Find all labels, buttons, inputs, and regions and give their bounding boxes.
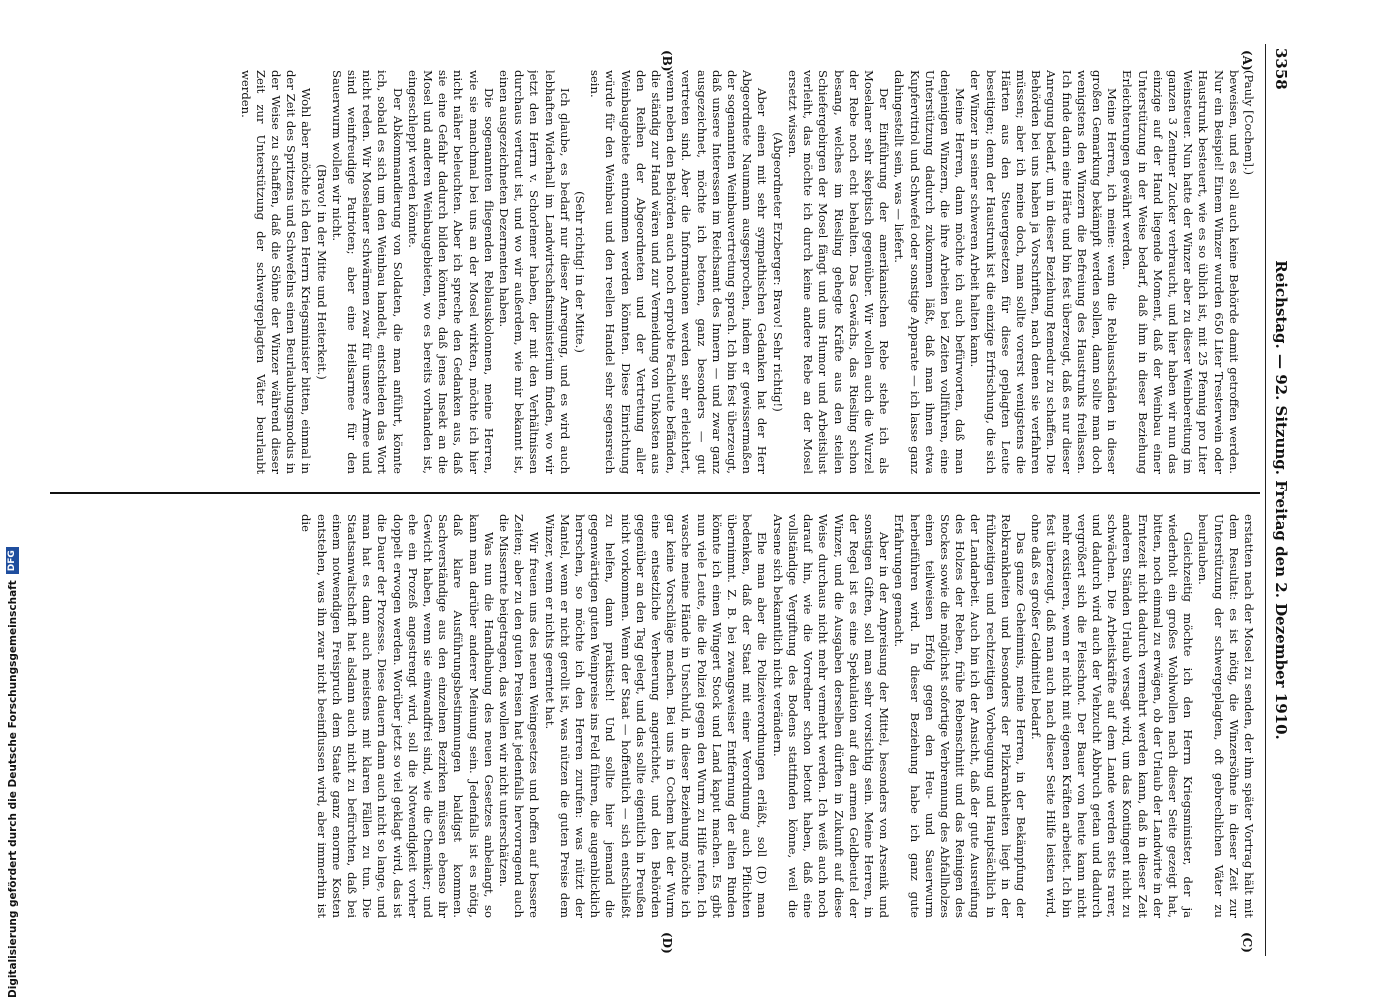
dfg-logo-icon: DFG [6, 547, 19, 574]
credit-text: Digitalisierung gefördert durch die Deutsche Forschungsgemeinschaft [6, 580, 19, 998]
page-header [1268, 44, 1290, 956]
paragraph: Wohl aber möchte ich den Herrn Kriegsminister bitten, einmal in der Zeit des Spritzens und Schwefelns einen Beurlaubungsmodus in der Weise zu schaffen, daß die Söhne der Winzer während dieser Zeit zur Unterstützung der schwergeplagten Väter beurlaubt werden. [238, 70, 314, 474]
paragraph: Gleichzeitig möchte ich den Herrn Kriegsminister, der ja wiederholt ein großes Wohlwollen nach dieser Seite gezeigt hat, bitten, noch einmal zu erwägen, ob der Urlaub der Landwirte in der Erntezeit nicht dadurch vermehrt werden kann, daß in dieser Zeit anderen Ständen Urlaub versagt wird, um das Kontingent nicht zu schwächen. Die Arbeitskräfte auf dem Lande werden stets rarer, und dadurch wird auch der Viehzucht Abbruch getan und dadurch vergrößert sich die Fleischnot. Der Bauer von heute kann nicht mehr existieren, wenn er nicht mit eigenen Kräften arbeitet. Ich bin fest überzeugt, daß man auch nach dieser Seite Hilfe leisten wird, ohne daß es großer Geldmittel bedarf. [1029, 514, 1196, 918]
paragraph: Ich glaube, es bedarf nur dieser Anregung, und es wird auch lebhaften Widerhall im Landwirtschaftsministerium finden, wo wir jetzt den Herrn v. Schorlemer haben, der mit den Verhältnissen durchaus vertraut ist, und wo wir außerdem, wie mir bekannt ist, einen ausgezeichneten Dezernenten haben. [497, 70, 572, 474]
paragraph: Die sogenannten fliegenden Reblauskolonnen, meine Herren, wie sie manchmal bei uns an der Mosel wirkten, möchte ich hier nicht näher beleuchten. Aber ich spreche den Gedanken aus, daß sie eine Gefahr dadurch bilden könnten, daß jenes Insekt an die Mosel und anderen Weinbaugebieten, wo es bereits vorhanden ist, eingeschleppt werden könnte. [405, 70, 496, 474]
rotated-page-content [44, 44, 1294, 956]
interjection: (Sehr richtig! in der Mitte.) [573, 191, 588, 353]
paragraph: Der Einführung der amerikanischen Rebe stehe ich als Moselaner sehr skeptisch gegenüber. Wir wollen auch die Wurzel der Rebe noch echt behalten. Das Gewächs, das Riesling schon besang, welches im Riesling gehegte Kräfte aus den steilen Schiefergebirgen der Mosel fängt und uns Humor und Arbeitslust verleiht, das möchte ich durch keine andere Rebe an der Mosel ersetzt wissen. [785, 70, 892, 474]
paragraph: Meine Herren, dann möchte ich auch befürworten, daß man denjenigen Winzern, die ihre Arbeiten bei Zeiten vollführen, eine Unterstützung dadurch zukommen läßt, daß man ihnen etwa Kupfervitriol und Schwefel oder sonstige Apparate — ich lasse ganz dahingestellt sein, was — liefert. [892, 70, 968, 474]
margin-marker-c: (C) [1240, 932, 1254, 953]
margin-marker-d: (D) [660, 932, 674, 954]
interjection: (Abgeordneter Erzberger: Bravo! Sehr richtig!) [770, 132, 785, 412]
paragraph: Der Abkommandierung von Soldaten, die man anführt, könnte ich, sobald es sich um den Weinbau handelt, entschieden das Wort nicht reden. Wir Moselaner schwärmen zwar für unsere Armee und sind weinfreudige Patrioten; aber eine Heilsarmee für den Sauerwurm wollen wir nicht. [329, 70, 405, 474]
paragraph: Meine Herren, ich meine: wenn die Reblausschäden in dieser großen Gemarkung bekämpft werden sollen, dann sollte man doch wenigstens den Winzern die Befreiung des Haustrunks freilassen. Ich finde darin eine Härte und bin fest überzeugt, daß es nur dieser Anregung bedarf, um in dieser Beziehung Remedur zu schaffen. Die Behörden bei uns haben ja Vorschriften, nach denen sie verfahren müssen; aber ich meine doch, man sollte vorerst wenigstens die Härten aus den Steuergesetzen für diese geplagten Leute beseitigen; denn der Haustrunk ist die einzige Erfrischung, die sich der Winzer in seiner schweren Arbeit halten kann. [968, 70, 1120, 474]
paragraph: Was nun die Handhabung des neuen Gesetzes anbelangt, so kann man darüber anderer Meinung sein. Jedenfalls ist es nötig, daß klare Ausführungsbestimmungen baldigst kommen. Sachverständige aus den einzelnen Bezirken müssen ebenso ihr Gewicht haben, wenn sie einwandfrei sind, wie die Chemiker; und ehe ein Prozeß angestrengt wird, soll die Notwendigkeit vorher doppelt erwogen werden. Worüber jetzt so viel geklagt wird, das ist die Dauer der Prozesse. Diese dauern dann auch nicht so lange, und man hat es dann auch meistens mit klaren Fällen zu tun. Die Staatsanwaltschaft hat alsdann auch nicht zu befürchten, daß bei einem notwendigen Freispruch dem Staate ganz enorme Kosten entstehen, was ihn zwar nicht beeinflussen wird, aber immerhin ist die [299, 514, 496, 918]
interjection: (Bravo! in der Mitte und Heiterkeit.) [314, 164, 329, 380]
digitization-credit [6, 547, 19, 998]
left-column [51, 70, 1256, 474]
page-title: Reichstag. — 92. Sitzung. Freitag den 2. Dezember 1910. [1272, 260, 1290, 740]
paragraph: beweisen, und es soll auch keine Behörde damit getroffen werden. Nur ein Beispiel! Einem Winzer wurden 650 Liter Tresterwein oder Haustrunk besteuert, wie es so üblich ist, mit 25 Pfennig pro Liter Weinsteuer. Nun hatte der Winzer aber zu dieser Weinbereitung im ganzen 3 Zentner Zucker verbraucht, und hier haben wir nun das einzige auf der Hand liegende Moment, daß der Weinbau einer Unterstützung in der Weise bedarf, daß ihm in dieser Beziehung Erleichterungen gewährt werden. [1120, 70, 1241, 474]
margin-marker-b: (B) [660, 50, 674, 72]
speaker-heading: (Pauly [Cochem].) [1242, 70, 1256, 176]
paragraph: Aber in der Anpreisung der Mittel, besonders von Arsenik und sonstigen Giften, soll man sehr vorsichtig sein. Meine Herren, in der Regel ist es eine Spekulation auf den armen Geldbeutel der Winzer, und die Ausgaben derselben dürften in Zukunft auf diese Weise durchaus nicht mehr vermehrt werden. Ich weiß auch noch darauf hin, wie die Vorredner schon betont haben, daß eine vollständige Vergiftung des Bodens stattfinden könne, weil die Arsene sich bekanntlich nicht verändern. [770, 514, 892, 918]
right-column [51, 514, 1256, 918]
header-rule [1265, 44, 1266, 956]
paragraph: Wir freuen uns des neuen Weingesetzes und hoffen auf bessere Zeiten; aber zu den guten Preisen hat jedenfalls hervorragend auch die Missernte beigetragen, das wollen wir nicht unterschätzen. [497, 514, 542, 918]
paragraph: erstatten nach der Mosel zu senden, der ihm später Vortrag hält mit dem Resultat: es ist nötig, die Winzersöhne in dieser Zeit zur Unterstützung der schwergeplagten, oft gebrechlichen Väter zu beurlauben. [1196, 514, 1256, 918]
paragraph: Das ganze Geheimnis, meine Herren, in der Bekämpfung der Rebkrankheiten und besonders der Pilzkrankheiten liegt in der frühzeitigen und rechtzeitigen Vorbeugung und Hauptsächlich in der Landarbeit. Auch bin ich der Ansicht, daß der gute Ausreifung des Holzes der Reben, frühe Rebenschnitt und das Reinigen des Stockes sowie die möglichst sofortige Verbrennung des Abfallholzes einen teilweisen Erfolg gegen den Heu- und Sauerwurm herbeiführen wird. In dieser Beziehung habe ich ganz gute Erfahrungen gemacht. [892, 514, 1028, 918]
newspaper-page [44, 44, 1294, 956]
paragraph: Ehe man aber die Polizeiverordnungen erläßt, soll (D) man bedenken, daß der Staat mit einer Verordnung auch Pflichten übernimmt. Z. B. bei zwangsweiser Entfernung der alten Rinden könnte ich einen Wingert Stock und Land kaput machen. Es gibt nun viele Leute, die die Polizei gegen den Wurm zu Hilfe rufen. Ich wasche meine Hände in Unschuld, in dieser Beziehung möchte ich gar keine Vorschläge machen. Bei uns in Cochem hat der Wurm eine entsetzliche Verheerung angerichtet, und den Behörden gegenüber an den Tag gelegt, und das sollte eigentlich in Preußen nicht vorkommen. Wenn der Staat — hoffentlich — sich entschließt zu helfen, dann praktisch! Und sollte hier jemand die gegenwärtigen guten Weinpreise ins Feld führen, die augenblicklich herrschen, so möchte ich den Herren zurufen: was nützt der Mantel, wenn er nicht gerollt ist, was nützen die guten Preise dem Winzer, wenn er nichts geerntet hat. [542, 514, 770, 918]
column-divider [50, 492, 1260, 494]
page-number: 3358 [1272, 48, 1290, 90]
margin-marker-a: (A) [1240, 50, 1254, 71]
paragraph: Aber einen mit sehr sympathischen Gedanken hat der Herr Abgeordnete Naumann ausgesprochen, indem er gewissermaßen der sogenannten Weinbauvertretung sprach. Ich bin fest überzeugt, daß unsere Interessen im Reichsamt des Innern — und zwar ganz ausgezeichnet, möchte ich betonen, ganz besonders — gut vertreten sind. Aber die Informationen werden sehr erleichtert, wenn neben den Behörden auch noch erprobte Fachleute befänden, die ständig zur Hand wären und zur Vermeidung von Unkosten aus den Reihen der Abgeordneten und der Vertretung aller Weinbaugebiete entnommen werden könnten. Diese Einrichtung würde für den Weinbau und den reellen Handel sehr segensreich sein. [588, 70, 770, 474]
